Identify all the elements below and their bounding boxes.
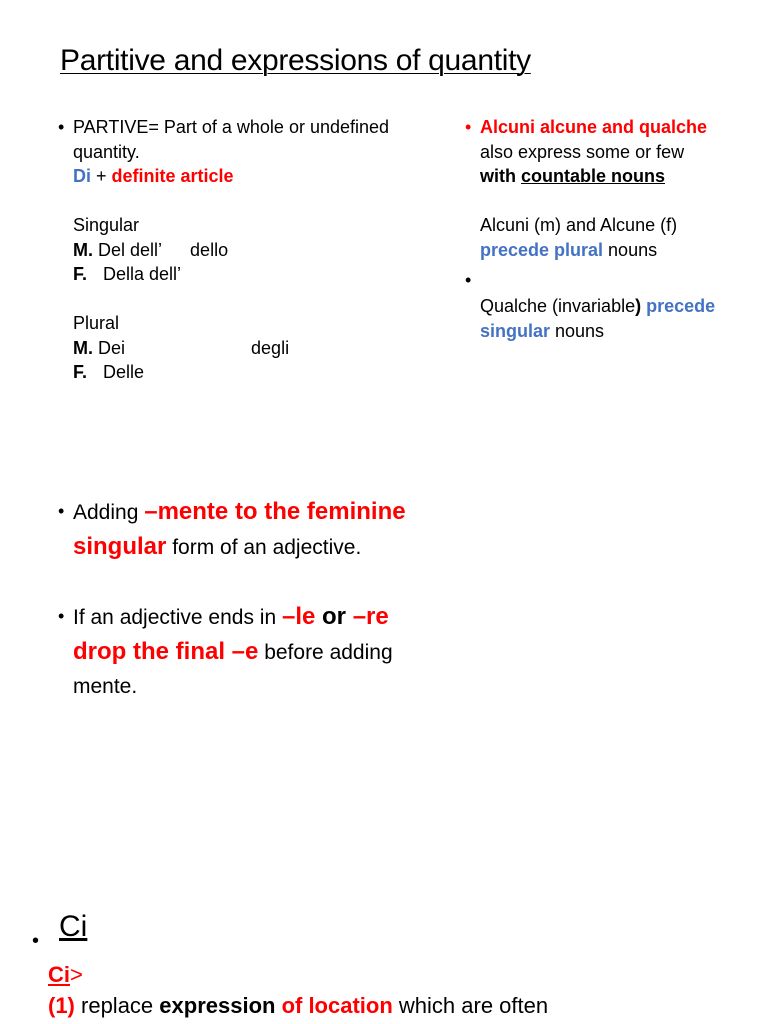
plus-sign: + <box>91 166 112 186</box>
page-title: Partitive and expressions of quantity <box>60 44 531 77</box>
countable-line <box>480 164 765 189</box>
fem-label: F. <box>73 264 88 284</box>
singular-red: singular <box>73 533 167 560</box>
arrow: > <box>70 962 83 987</box>
ci-label: Ci <box>48 962 70 987</box>
mente-rule <box>58 495 493 565</box>
precede-label: precede <box>641 296 716 316</box>
alcuni-gender: Alcuni (m) and Alcune (f) <box>480 215 678 235</box>
plural-masculine <box>73 336 453 361</box>
bullet: • <box>465 117 472 137</box>
which-text: which are often <box>392 993 549 1018</box>
fem-forms: Della dell’ <box>103 264 182 284</box>
ci-heading: Ci <box>59 910 88 943</box>
bullet: • <box>58 117 65 137</box>
drop-final-e: drop the final –e <box>73 638 259 665</box>
quantity-section <box>465 115 765 343</box>
mente-text: mente. <box>73 675 138 698</box>
singular-feminine <box>73 262 453 287</box>
nouns-label: nouns <box>550 320 605 341</box>
precede-plural-line <box>480 238 765 263</box>
re-ending: –re <box>352 603 389 630</box>
singular-label: singular <box>480 320 551 341</box>
replace-text: replace <box>74 993 160 1018</box>
bullet: • <box>58 606 65 626</box>
expression-text: expression <box>159 993 276 1018</box>
partitive-definition-cont: quantity. <box>73 141 140 162</box>
singular-line <box>480 319 765 344</box>
masc-label: M. <box>73 239 93 260</box>
countable-nouns-label: countable nouns <box>521 166 665 186</box>
bullet: • <box>58 501 65 521</box>
bullet: • <box>32 930 40 952</box>
ci-label-line <box>48 962 83 988</box>
definite-article-label: definite article <box>111 166 234 186</box>
paren: ) <box>635 296 642 316</box>
with-label: with <box>480 166 521 186</box>
qualche-line <box>480 294 765 319</box>
le-ending: –le <box>281 603 316 630</box>
alcuni-heading: Alcuni alcune and qualche <box>480 117 708 137</box>
ci-rule-1 <box>48 993 548 1019</box>
masc-forms: Del dell’ <box>98 239 163 260</box>
plural-feminine <box>73 360 453 385</box>
mente-rule-red: –mente to the feminine <box>144 498 406 525</box>
fem-forms: Delle <box>103 362 145 382</box>
empty-bullet-line <box>465 262 765 294</box>
masc-label: M. <box>73 337 93 358</box>
singular-heading: Singular <box>73 215 140 235</box>
if-text: If an adjective ends in <box>73 606 282 629</box>
precede-plural-label: precede plural <box>480 239 604 260</box>
masc-extra-form: dello <box>190 239 229 260</box>
di-label: Di <box>73 166 91 186</box>
masc-forms: Dei <box>98 337 126 358</box>
plural-heading: Plural <box>73 313 120 333</box>
masc-extra-form: degli <box>251 337 290 358</box>
drop-e-rule <box>58 600 493 704</box>
rule-number: (1) <box>48 993 75 1018</box>
or-text: or <box>315 603 353 630</box>
nouns-label: nouns <box>603 239 658 260</box>
form-text: form of an adjective. <box>166 536 362 559</box>
qualche-text: Qualche (invariable <box>480 296 636 316</box>
partitive-definition: PARTIVE= Part of a whole or undefined <box>73 117 390 137</box>
before-text: before adding <box>258 641 393 664</box>
partitive-formula <box>73 164 453 189</box>
alcuni-description: also express some or few <box>480 141 685 162</box>
adding-text: Adding <box>73 501 145 524</box>
of-location-text: of location <box>275 993 393 1018</box>
singular-masculine <box>73 238 453 263</box>
fem-label: F. <box>73 362 88 382</box>
bullet: • <box>465 270 472 290</box>
partitive-section <box>58 115 453 385</box>
